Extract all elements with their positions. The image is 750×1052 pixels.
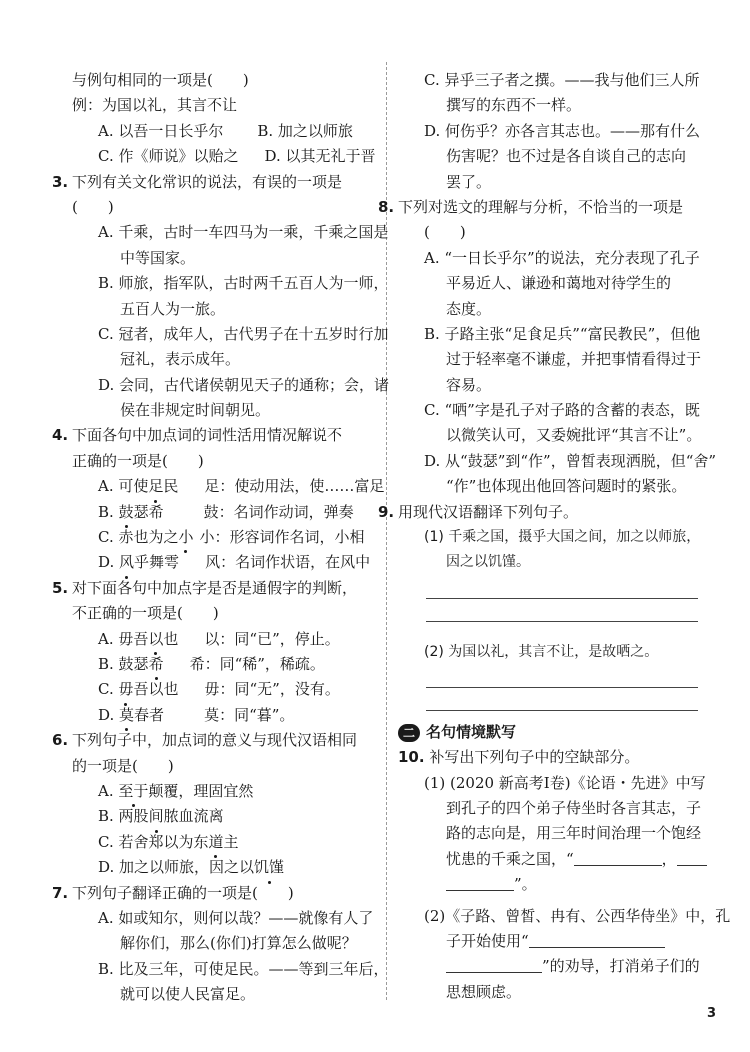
- q3-number: 3.: [52, 172, 69, 191]
- answer-line[interactable]: [426, 609, 698, 622]
- q2-option-a[interactable]: A. 以吾一日长乎尔: [98, 121, 224, 140]
- q2-option-b[interactable]: B. 加之以师旅: [257, 121, 353, 140]
- dotted-word: 风: [119, 550, 134, 575]
- q4-option-d[interactable]: D. 风乎舞雩 风：名词作状语，在风中: [72, 550, 377, 575]
- dotted-word: 小: [178, 525, 193, 550]
- q7-option-d[interactable]: D. 何伤乎？亦各言其志也。——那有什么: [424, 121, 701, 140]
- q3-option-a[interactable]: A. 千乘，古时一车四马为一乘，千乘之国是: [98, 223, 389, 242]
- q4-stem: 4. 下面各句中加点词的词性活用情况解说不: [72, 423, 377, 448]
- fill-blank[interactable]: [677, 849, 707, 866]
- q2-option-c[interactable]: C. 作《师说》以贻之: [98, 147, 239, 166]
- q10-number: 10.: [398, 748, 425, 767]
- fill-blank[interactable]: [446, 956, 542, 973]
- q7-option-c[interactable]: C. 异乎三子者之撰。——我与他们三人所: [424, 71, 700, 89]
- q6-number: 6.: [52, 731, 69, 750]
- q8-option-c[interactable]: C. “哂”字是孔子对子路的含蓄的表态，既: [424, 401, 700, 420]
- dotted-word: 足: [148, 474, 163, 499]
- dotted-word: 毋: [118, 677, 133, 702]
- section-badge: 二: [398, 724, 420, 742]
- q3-stem: 3. 下列有关文化常识的说法，有误的一项是: [72, 170, 377, 195]
- q9-sentence-1: (1) 千乘之国，摄乎大国之间，加之以师旅，: [424, 529, 701, 546]
- q4-option-b[interactable]: B. 鼓瑟希 鼓：名词作动词，弹奏: [72, 500, 377, 525]
- q4-number: 4.: [52, 426, 69, 445]
- q9-stem: 9. 用现代汉语翻译下列句子。: [398, 500, 698, 525]
- right-column: C. 异乎三子者之撰。——我与他们三人所 撰写的东西不一样。 D. 何伤乎？亦各言其志也。——那有什么 伤害呢？也不过是各自谈自己的志向 罢了。 8. 下列对选文的理解与分析，不恰当的一项是 ( ) A. “一日长乎尔”的说法，充分表现了孔子 平易近人、谦逊和蔼地对待学生的 态度。 B. 子路主张“足食足兵”“富民教民”，但他 过于轻率毫不谦虚，并把事情看得过于 容易。 C. “哂”字是孔子对子路的含蓄的表态，既 以微笑认可，又委婉批评“其言不让”。 D. 从“鼓瑟”到“作”，曾皙表现洒脱，但“舍” “作”也体现出他回答问题时的紧张。 9. 用现代汉语翻译下列句子。 (1) 千乘之国，摄乎大国之间，加之以师旅， 因之以饥馑。 (2) 为国以礼，其言不让，是故哂之。 二 名句情境默写 10. 补写出下列句子中的空缺部分。 (1) (2020 新高考Ⅰ卷)《论语・先进》中写 到孔子的四个弟子侍坐时各言其志，子 路的志向是，用三年时间治理一个饱经 忧患的千乘之国，“ ， ”。 (2)《子路、曾皙、冉有、公西华侍坐》中，孔 子开始使用“ ”的劝导，打消弟子们的 思想顾虑。: [398, 68, 698, 1005]
- q6-option-a[interactable]: A. 至于颠覆，理固宜然: [72, 779, 377, 804]
- q5-stem: 5. 对下面各句中加点字是否是通假字的判断，: [72, 576, 377, 601]
- q6-option-b[interactable]: B. 两股间脓血流离: [72, 804, 377, 829]
- q4-option-c[interactable]: C. 赤也为之小 小：形容词作名词，小相: [72, 525, 377, 550]
- q5-option-b[interactable]: B. 鼓瑟希 希：同“稀”，稀疏。: [72, 652, 377, 677]
- q3-stem-paren: ( ): [72, 197, 114, 216]
- q5-number: 5.: [52, 578, 69, 597]
- answer-line[interactable]: [426, 675, 698, 688]
- dotted-word: 饥馑: [254, 855, 284, 880]
- q3-option-c[interactable]: C. 冠者，成年人，古代男子在十五岁时行加: [98, 324, 389, 343]
- q8-stem: 8. 下列对选文的理解与分析，不恰当的一项是: [398, 195, 698, 220]
- q8-number: 8.: [378, 197, 395, 216]
- q2-options-row1: [72, 119, 377, 144]
- q10-item-2: (2)《子路、曾皙、冉有、公西华侍坐》中，孔: [424, 906, 731, 925]
- q3-option-b[interactable]: B. 师旅，指军队，古时两千五百人为一师，: [98, 274, 389, 293]
- fill-blank[interactable]: [574, 849, 662, 866]
- fill-blank[interactable]: [529, 931, 665, 948]
- q7-option-b[interactable]: B. 比及三年，可使足民。——等到三年后，: [98, 959, 389, 978]
- dotted-word: 以: [148, 627, 163, 652]
- fill-blank[interactable]: [446, 874, 514, 891]
- q7-stem: 7. 下列句子翻译正确的一项是( ): [72, 881, 377, 906]
- dotted-word: 鼓: [119, 500, 134, 525]
- dotted-word: 间: [149, 804, 164, 829]
- answer-line[interactable]: [426, 698, 698, 711]
- answer-line[interactable]: [426, 586, 698, 599]
- q9-sentence-2: (2) 为国以礼，其言不让，是故哂之。: [424, 643, 659, 660]
- q2-options-row2: [72, 144, 377, 169]
- q2-option-d[interactable]: D. 以其无礼于晋: [264, 147, 376, 166]
- dotted-word: 希: [149, 652, 164, 677]
- q8-option-d[interactable]: D. 从“鼓瑟”到“作”，曾皙表现洒脱，但“舍”: [424, 451, 717, 470]
- q3-option-d[interactable]: D. 会同，古代诸侯朝见天子的通称；会，诸: [98, 375, 390, 394]
- q6-stem: 6. 下列句子中，加点词的意义与现代汉语相同: [72, 728, 377, 753]
- q5-option-d[interactable]: D. 莫春者 莫：同“暮”。: [72, 703, 377, 728]
- section-header: [398, 719, 698, 745]
- q10-item-1: (1) (2020 新高考Ⅰ卷)《论语・先进》中写: [424, 773, 706, 792]
- left-column: 与例句相同的一项是( ) 例：为国以礼，其言不让 A. 以吾一日长乎尔 B. 加之以师旅 C. 作《师说》以贻之 D. 以其无礼于晋 3. 下列有关文化常识的说法，有误的一项是 ( ) A. 千乘，古时一车四马为一乘，千乘之国是 中等国家。 B. 师旅，指军队，古时两千五百人为一师， 五百人为一旅。 C. 冠者，成年人，古代男子在十五岁时行加 冠礼，表示成年。 D. 会同，古代诸侯朝见天子的通称；会，诸 侯在非规定时间朝见。 4. 下面各句中加点词的词性活用情况解说不 正确的一项是( ) A. 可使足民 足：使动用法，使……富足 B. 鼓瑟希 鼓：名词作动词，弹奏 C. 赤也为之小 小：形容词作名词，小相 D. 风乎舞雩 风：名词作状语，在风中 5. 对下面各句中加点字是否是通假字的判断， 不正确的一项是( ) A. 毋吾以也 以：同“已”，停止。 B. 鼓瑟希 希：同“稀”，稀疏。 C. 毋吾以也 毋：同“无”，没有。 D. 莫春者 莫：同“暮”。 6. 下列句子中，加点词的意义与现代汉语相同 的一项是( ) A. 至于颠覆，理固宜然 B. 两股间脓血流离 C. 若舍郑以为东道主 D. 加之以师旅，因之以饥馑 7. 下列句子翻译正确的一项是( ) A. 如或知尔，则何以哉？——就像有人了 解你们，那么(你们)打算怎么做呢？ B. 比及三年，可使足民。——等到三年后， 就可以使人民富足。: [72, 68, 377, 1007]
- q9-number: 9.: [378, 502, 395, 521]
- q6-option-d[interactable]: D. 加之以师旅，因之以饥馑: [72, 855, 377, 880]
- q7-number: 7.: [52, 883, 69, 902]
- page-number: 3: [706, 1006, 716, 1021]
- q8-option-b[interactable]: B. 子路主张“足食足兵”“富民教民”，但他: [424, 324, 701, 343]
- q10-stem: 10. 补写出下列句子中的空缺部分。: [398, 748, 640, 767]
- dotted-word: 至于: [118, 779, 148, 804]
- q5-option-c[interactable]: C. 毋吾以也 毋：同“无”，没有。: [72, 677, 377, 702]
- section-title: 名句情境默写: [426, 723, 517, 742]
- q5-option-a[interactable]: A. 毋吾以也 以：同“已”，停止。: [72, 627, 377, 652]
- dotted-word: 东道主: [193, 830, 238, 855]
- q4-option-a[interactable]: A. 可使足民 足：使动用法，使……富足: [72, 474, 377, 499]
- q2-example: 例：为国以礼，其言不让: [72, 96, 238, 115]
- q7-option-a[interactable]: A. 如或知尔，则何以哉？——就像有人了: [98, 908, 374, 927]
- q6-option-c[interactable]: C. 若舍郑以为东道主: [72, 830, 377, 855]
- q8-option-a[interactable]: A. “一日长乎尔”的说法，充分表现了孔子: [424, 248, 700, 267]
- dotted-word: 莫: [119, 703, 134, 728]
- q2-stem: 与例句相同的一项是( ): [72, 71, 249, 89]
